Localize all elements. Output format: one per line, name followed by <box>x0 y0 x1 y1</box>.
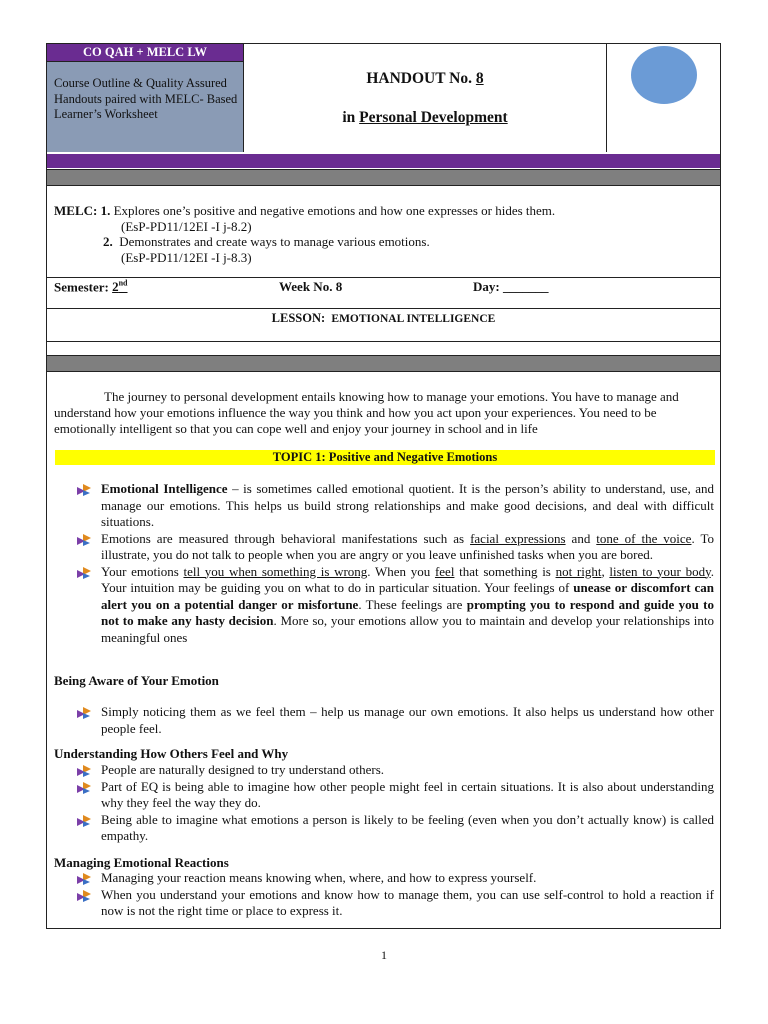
semester: Semester: 2nd <box>54 279 128 295</box>
arrow-bullet-icon <box>77 815 92 826</box>
list-item: Simply noticing them as we feel them – help us manage our own emotions. It also helps us understand how other people feel. <box>71 704 714 737</box>
list-item: Emotional Intelligence – is sometimes called emotional quotient. It is the person’s ability to understand, use, and manage our emotions. This helps us build strong relationships and make good decisions, and deal with difficult situations. <box>71 481 714 531</box>
program-description: Course Outline & Quality Assured Handouts paired with MELC- Based Learner’s Worksheet <box>47 61 243 152</box>
aware-bullets <box>71 704 714 737</box>
day-field: Day: _______ <box>473 279 549 294</box>
section-heading: Managing Emotional Reactions <box>54 855 229 870</box>
gray-band-top <box>47 169 720 186</box>
arrow-bullet-icon <box>77 890 92 901</box>
list-item: Managing your reaction means knowing when, where, and how to express yourself. <box>71 870 714 887</box>
melc-section: MELC: 1. Explores one’s positive and negative emotions and how one expresses or hides them. (EsP-PD11/12EI -I j-8.2) 2. Demonstrates and create ways to manage various emotions. (EsP-PD11/12EI -I j-8.3) <box>54 203 704 265</box>
program-tag: CO QAH + MELC LW <box>47 44 243 61</box>
arrow-bullet-icon <box>77 873 92 884</box>
others-bullets <box>71 762 714 845</box>
section-heading: Understanding How Others Feel and Why <box>54 746 289 761</box>
handout-frame <box>46 43 721 929</box>
logo-circle <box>631 46 697 104</box>
week-number: Week No. 8 <box>279 279 343 294</box>
section-heading: Being Aware of Your Emotion <box>54 673 219 688</box>
arrow-bullet-icon <box>77 765 92 776</box>
topic1-bullets <box>71 481 714 646</box>
header-title-panel <box>244 44 607 152</box>
intro-paragraph: The journey to personal development entails knowing how to manage your emotions. You have to manage and understand how your emotions influence the way you think and how you act upon your experiences. You need to be emotionally intelligent so that you can cope well and enjoy your journey in school and in life <box>54 389 679 436</box>
melc-code-1: (EsP-PD11/12EI -I j-8.2) <box>121 218 252 234</box>
header-logo-panel <box>607 44 720 152</box>
handout-header <box>47 44 720 155</box>
handout-subject: in Personal Development <box>342 109 508 126</box>
melc-code-2: (EsP-PD11/12EI -I j-8.3) <box>121 249 252 265</box>
arrow-bullet-icon <box>77 534 92 545</box>
lesson-title: LESSON: EMOTIONAL INTELLIGENCE <box>271 311 496 325</box>
header-left-panel <box>47 44 244 152</box>
subject-name: Personal Development <box>359 109 508 126</box>
managing-bullets <box>71 870 714 920</box>
list-item: Your emotions tell you when something is wrong. When you feel that something is not right, listen to your body. Your intuition may be guiding you on what to do in particular situation. Your feelings of unease or discomfort can alert you on a potential danger or misfortune. These feelings are prompting you to respond and guide you to not to make any hasty decision. More so, your emotions allow you to maintain and develop your relationships into meaningful ones <box>71 564 714 647</box>
melc-label: MELC: <box>54 203 98 218</box>
arrow-bullet-icon <box>77 782 92 793</box>
list-item: People are naturally designed to try understand others. <box>71 762 714 779</box>
divider <box>47 341 720 342</box>
list-item: Emotions are measured through behavioral manifestations such as facial expressions and tone of the voice. To illustrate, you do not talk to people when you are angry or you leave unfinished tasks when you are bored. <box>71 531 714 564</box>
arrow-bullet-icon <box>77 707 92 718</box>
melc-item-1: Explores one’s positive and negative emotions and how one expresses or hides them. <box>113 203 556 218</box>
handout-number: 8 <box>475 70 484 87</box>
divider <box>47 308 720 309</box>
melc-item-2: Demonstrates and create ways to manage various emotions. <box>119 234 430 249</box>
divider <box>47 277 720 278</box>
gray-band-bottom <box>47 355 720 372</box>
list-item: When you understand your emotions and know how to manage them, you can use self-control to hold a reaction if now is not the right time or place to express it. <box>71 887 714 920</box>
list-item: Being able to imagine what emotions a person is likely to be feeling (even when you don’t actually know) is called empathy. <box>71 812 714 845</box>
handout-title: HANDOUT No. 8 <box>366 70 484 87</box>
page-number: 1 <box>381 948 387 962</box>
purple-band <box>47 154 720 168</box>
topic-heading: TOPIC 1: Positive and Negative Emotions <box>55 450 715 465</box>
list-item: Part of EQ is being able to imagine how other people might feel in certain situations. It is also about understanding why they feel the way they do. <box>71 779 714 812</box>
arrow-bullet-icon <box>77 484 92 495</box>
arrow-bullet-icon <box>77 567 92 578</box>
